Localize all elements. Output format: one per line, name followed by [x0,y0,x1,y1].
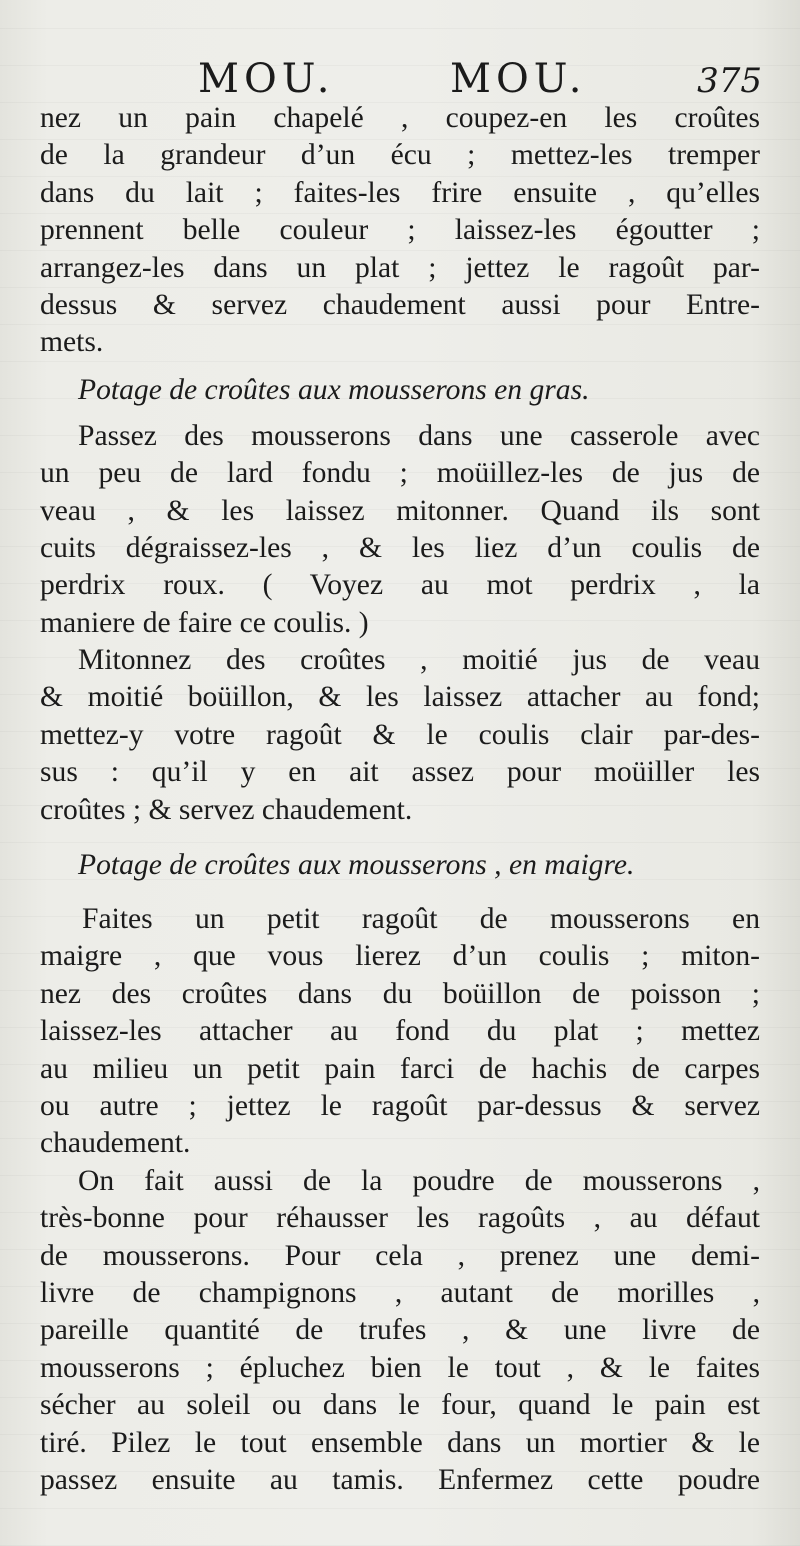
text-line: maigre , que vous lierez d’un coulis ; miton- [40,940,760,973]
paragraph-gras-1 [40,418,760,642]
text-line: veau , & les laissez mitonner. Quand ils sont [40,494,760,527]
text-line: ou autre ; jettez le ragoût par-dessus & servez [40,1089,760,1122]
text-line: livre de champignons , autant de morilles , [40,1276,760,1309]
text-line: de mousserons. Pour cela , prenez une demi- [40,1239,760,1272]
spacer [40,829,760,837]
text-line: au milieu un petit pain farci de hachis de carpes [40,1052,760,1085]
section-heading-gras: Potage de croûtes aux mousserons en gras. [78,373,590,406]
header-left-word: MOU. [198,56,335,102]
text-line: Faites un petit ragoût de mousserons en [82,903,760,936]
running-header [40,52,770,106]
text-line: mousserons ; épluchez bien le tout , & le faites [40,1351,760,1384]
text-line: dans du lait ; faites-les frire ensuite , qu’elles [40,176,760,209]
text-line: prennent belle couleur ; laissez-les égoutter ; [40,214,760,247]
paragraph-gras-2 [40,642,760,829]
paragraph-maigre-1 [40,901,760,1163]
text-line: Mitonnez des croûtes , moitié jus de veau [78,644,760,677]
section-heading-maigre: Potage de croûtes aux mousserons , en maigre. [78,849,635,882]
text-line: sus : qu’il y en ait assez pour moüiller les [40,756,760,789]
text-line: dessus & servez chaudement aussi pour Entre- [40,288,760,321]
paragraph-maigre-2 [40,1163,760,1500]
text-line: mets. [40,326,104,359]
text-line: perdrix roux. ( Voyez au mot perdrix , la [40,569,760,602]
text-line: maniere de faire ce coulis. ) [40,606,369,639]
page-number: 375 [697,61,762,101]
text-line: mettez-y votre ragoût & le coulis clair par-des- [40,718,760,751]
text-line: un peu de lard fondu ; moüillez-les de jus de [40,457,760,490]
text-line: tiré. Pilez le tout ensemble dans un mortier & le [40,1426,760,1459]
text-line: très-bonne pour réhausser les ragoûts , au défaut [40,1202,760,1235]
text-line: arrangez-les dans un plat ; jettez le ragoût par- [40,251,760,284]
spacer [40,893,760,901]
text-line: nez un pain chapelé , coupez-en les croûtes [40,102,760,134]
text-line: Passez des mousserons dans une casserole avec [78,419,760,452]
text-line: & moitié boüillon, & les laissez attacher au fond; [40,681,760,714]
text-line: chaudement. [40,1127,191,1160]
header-right-word: MOU. [450,56,587,102]
text-line: cuits dégraissez-les , & les liez d’un coulis de [40,531,760,564]
intro-paragraph [40,100,760,362]
text-line: On fait aussi de la poudre de mousserons , [78,1164,760,1197]
text-line: croûtes ; & servez chaudement. [40,793,413,826]
text-line: nez des croûtes dans du boüillon de poisson ; [40,977,760,1010]
text-line: sécher au soleil ou dans le four, quand le pain est [40,1389,760,1422]
text-line: de la grandeur d’un écu ; mettez-les tremper [40,139,760,172]
text-line: laissez-les attacher au fond du plat ; mettez [40,1015,760,1048]
page-body [40,100,760,1499]
text-line: pareille quantité de trufes , & une livre de [40,1314,760,1347]
text-line: passez ensuite au tamis. Enfermez cette poudre [40,1463,760,1496]
